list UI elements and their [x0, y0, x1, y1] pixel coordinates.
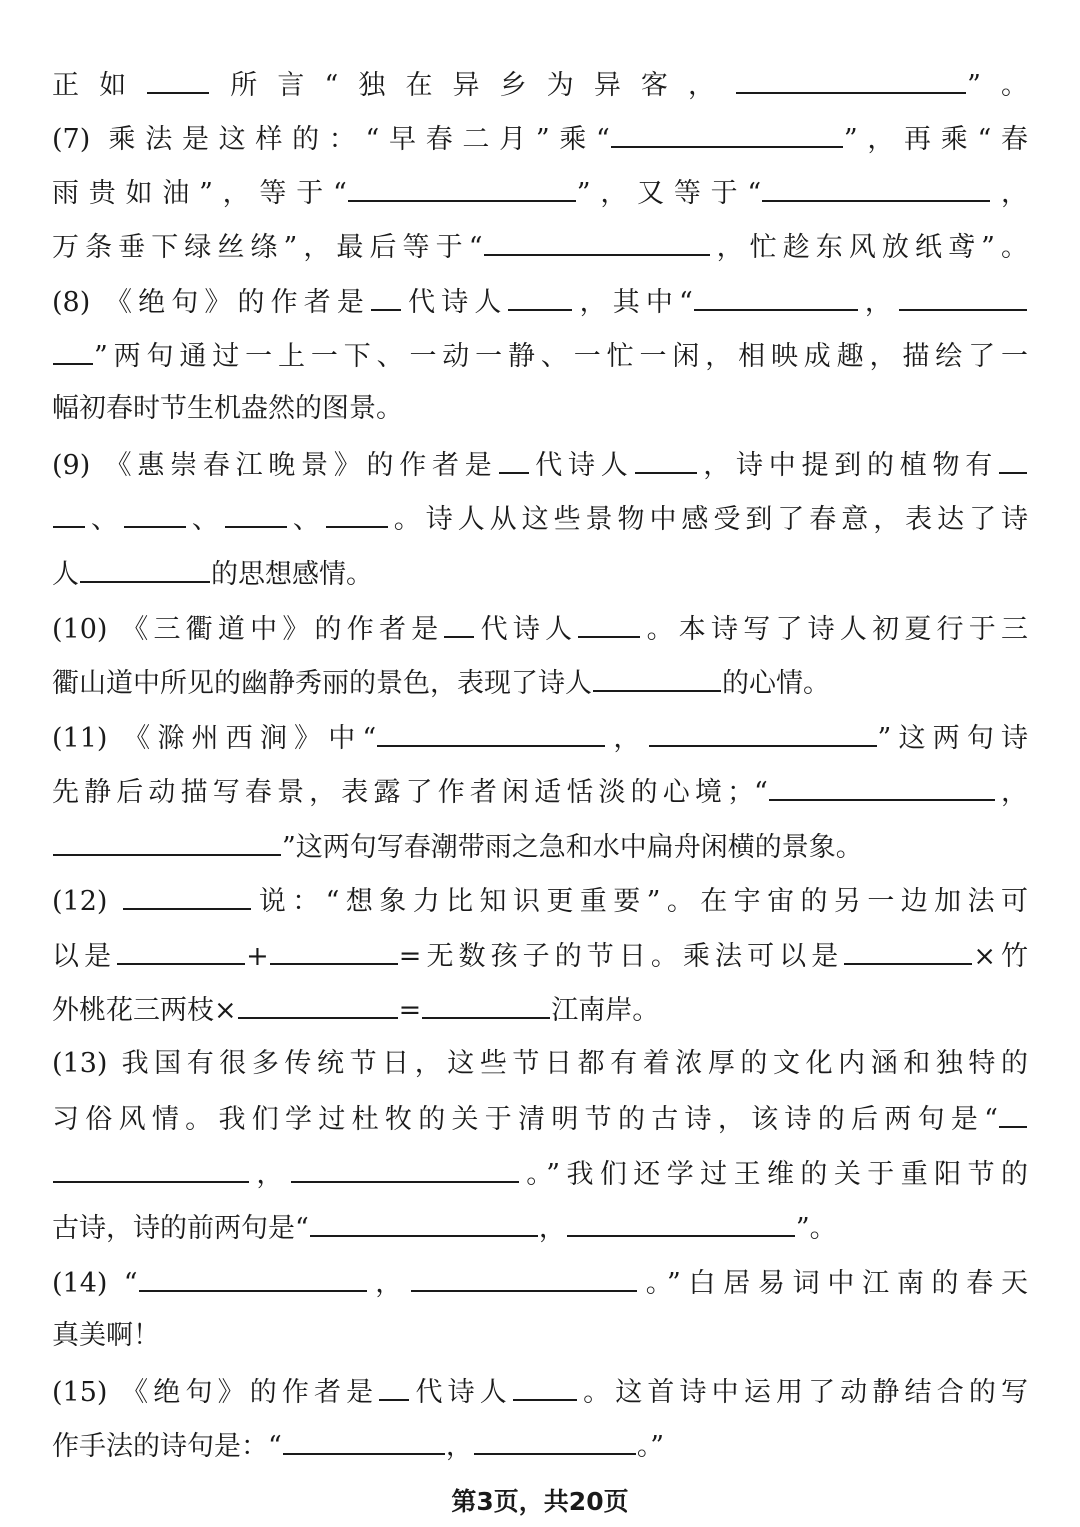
question-13: (13) 我国有很多传统节日，这些节日都有着浓厚的文化内涵和独特的	[52, 1048, 1028, 1079]
question-8: (8) 《绝句》的作者是 代诗人 ，其中“ ，	[52, 281, 1028, 321]
question-11: (11) 《滁州西涧》中“ ， ”这两句诗	[52, 717, 1028, 757]
text-line: 以是 + =无数孩子的节日。乘法可以是 ×竹	[52, 935, 1028, 975]
answer-blank[interactable]	[649, 717, 877, 747]
answer-blank[interactable]	[484, 226, 710, 256]
text-line: 、 、 、 。诗人从这些景物中感受到了春意，表达了诗	[52, 498, 1028, 538]
text-line: 作手法的诗句是：“ ， 。”	[52, 1425, 1028, 1465]
question-7: (7) 乘法是这样的：“早春二月”乘“ ”，再乘“春	[52, 118, 1028, 158]
answer-blank[interactable]	[379, 1371, 409, 1401]
text-line: 幅初春时节生机盎然的图景。	[52, 393, 403, 424]
question-14: (14) “ ， 。”白居易词中江南的春天	[52, 1262, 1028, 1302]
answer-blank[interactable]	[326, 498, 388, 528]
answer-blank[interactable]	[53, 498, 85, 528]
answer-blank[interactable]	[593, 662, 721, 692]
question-12: (12) 说：“想象力比知识更重要”。在宇宙的另一边加法可	[52, 880, 1028, 920]
answer-blank[interactable]	[513, 1371, 577, 1401]
answer-blank[interactable]	[291, 1153, 519, 1183]
page-footer: 第3页，共20页	[451, 1487, 629, 1516]
answer-blank[interactable]	[736, 64, 966, 94]
answer-blank[interactable]	[844, 935, 972, 965]
text-line: 外桃花三两枝× = 江南岸。	[52, 989, 1028, 1029]
answer-blank[interactable]	[123, 880, 251, 910]
answer-blank[interactable]	[377, 717, 605, 747]
answer-blank[interactable]	[53, 1153, 249, 1183]
text-line: ”两句通过一上一下、一动一静、一忙一闲，相映成趣，描绘了一	[52, 335, 1028, 375]
answer-blank[interactable]	[769, 771, 995, 801]
text-line: 习俗风情。我们学过杜牧的关于清明节的古诗，该诗的后两句是“	[52, 1098, 1028, 1138]
answer-blank[interactable]	[422, 989, 550, 1019]
text-line: ， 。”我们还学过王维的关于重阳节的	[52, 1153, 1028, 1193]
answer-blank[interactable]	[444, 608, 474, 638]
answer-blank[interactable]	[225, 498, 287, 528]
answer-blank[interactable]	[611, 118, 843, 148]
answer-blank[interactable]	[567, 1207, 795, 1237]
answer-blank[interactable]	[124, 498, 186, 528]
answer-blank[interactable]	[999, 1098, 1027, 1128]
answer-blank[interactable]	[499, 444, 529, 474]
answer-blank[interactable]	[762, 172, 990, 202]
answer-blank[interactable]	[474, 1425, 636, 1455]
answer-blank[interactable]	[411, 1262, 637, 1292]
answer-blank[interactable]	[578, 608, 640, 638]
text-line: 正如 所言“独在异乡为异客， ”。	[52, 64, 1028, 104]
answer-blank[interactable]	[117, 935, 245, 965]
answer-blank[interactable]	[508, 281, 572, 311]
text-line: ”这两句写春潮带雨之急和水中扁舟闲横的景象。	[52, 826, 1028, 866]
answer-blank[interactable]	[270, 935, 398, 965]
text-line: 衢山道中所见的幽静秀丽的景色，表现了诗人 的心情。	[52, 662, 1028, 702]
answer-blank[interactable]	[147, 64, 209, 94]
answer-blank[interactable]	[694, 281, 858, 311]
question-9: (9) 《惠崇春江晚景》的作者是 代诗人 ，诗中提到的植物有	[52, 444, 1028, 484]
answer-blank[interactable]	[899, 281, 1027, 311]
answer-blank[interactable]	[53, 335, 93, 365]
answer-blank[interactable]	[348, 172, 576, 202]
answer-blank[interactable]	[371, 281, 401, 311]
answer-blank[interactable]	[283, 1425, 445, 1455]
answer-blank[interactable]	[999, 444, 1027, 474]
text-line: 古诗，诗的前两句是“ ， ”。	[52, 1207, 1028, 1247]
question-15: (15) 《绝句》的作者是 代诗人 。这首诗中运用了动静结合的写	[52, 1371, 1028, 1411]
answer-blank[interactable]	[238, 989, 398, 1019]
answer-blank[interactable]	[635, 444, 697, 474]
answer-blank[interactable]	[310, 1207, 538, 1237]
answer-blank[interactable]	[80, 553, 210, 583]
text-line: 人 的思想感情。	[52, 553, 1028, 593]
text-line: 雨贵如油”，等于“ ”，又等于“ ，	[52, 172, 1028, 212]
text-line: 万条垂下绿丝绦”，最后等于“ ，忙趁东风放纸鸢”。	[52, 226, 1028, 266]
answer-blank[interactable]	[53, 826, 281, 856]
text-line: 真美啊！	[52, 1320, 160, 1351]
text-line: 先静后动描写春景，表露了作者闲适恬淡的心境；“ ，	[52, 771, 1028, 811]
question-10: (10) 《三衢道中》的作者是 代诗人 。本诗写了诗人初夏行于三	[52, 608, 1028, 648]
answer-blank[interactable]	[139, 1262, 367, 1292]
